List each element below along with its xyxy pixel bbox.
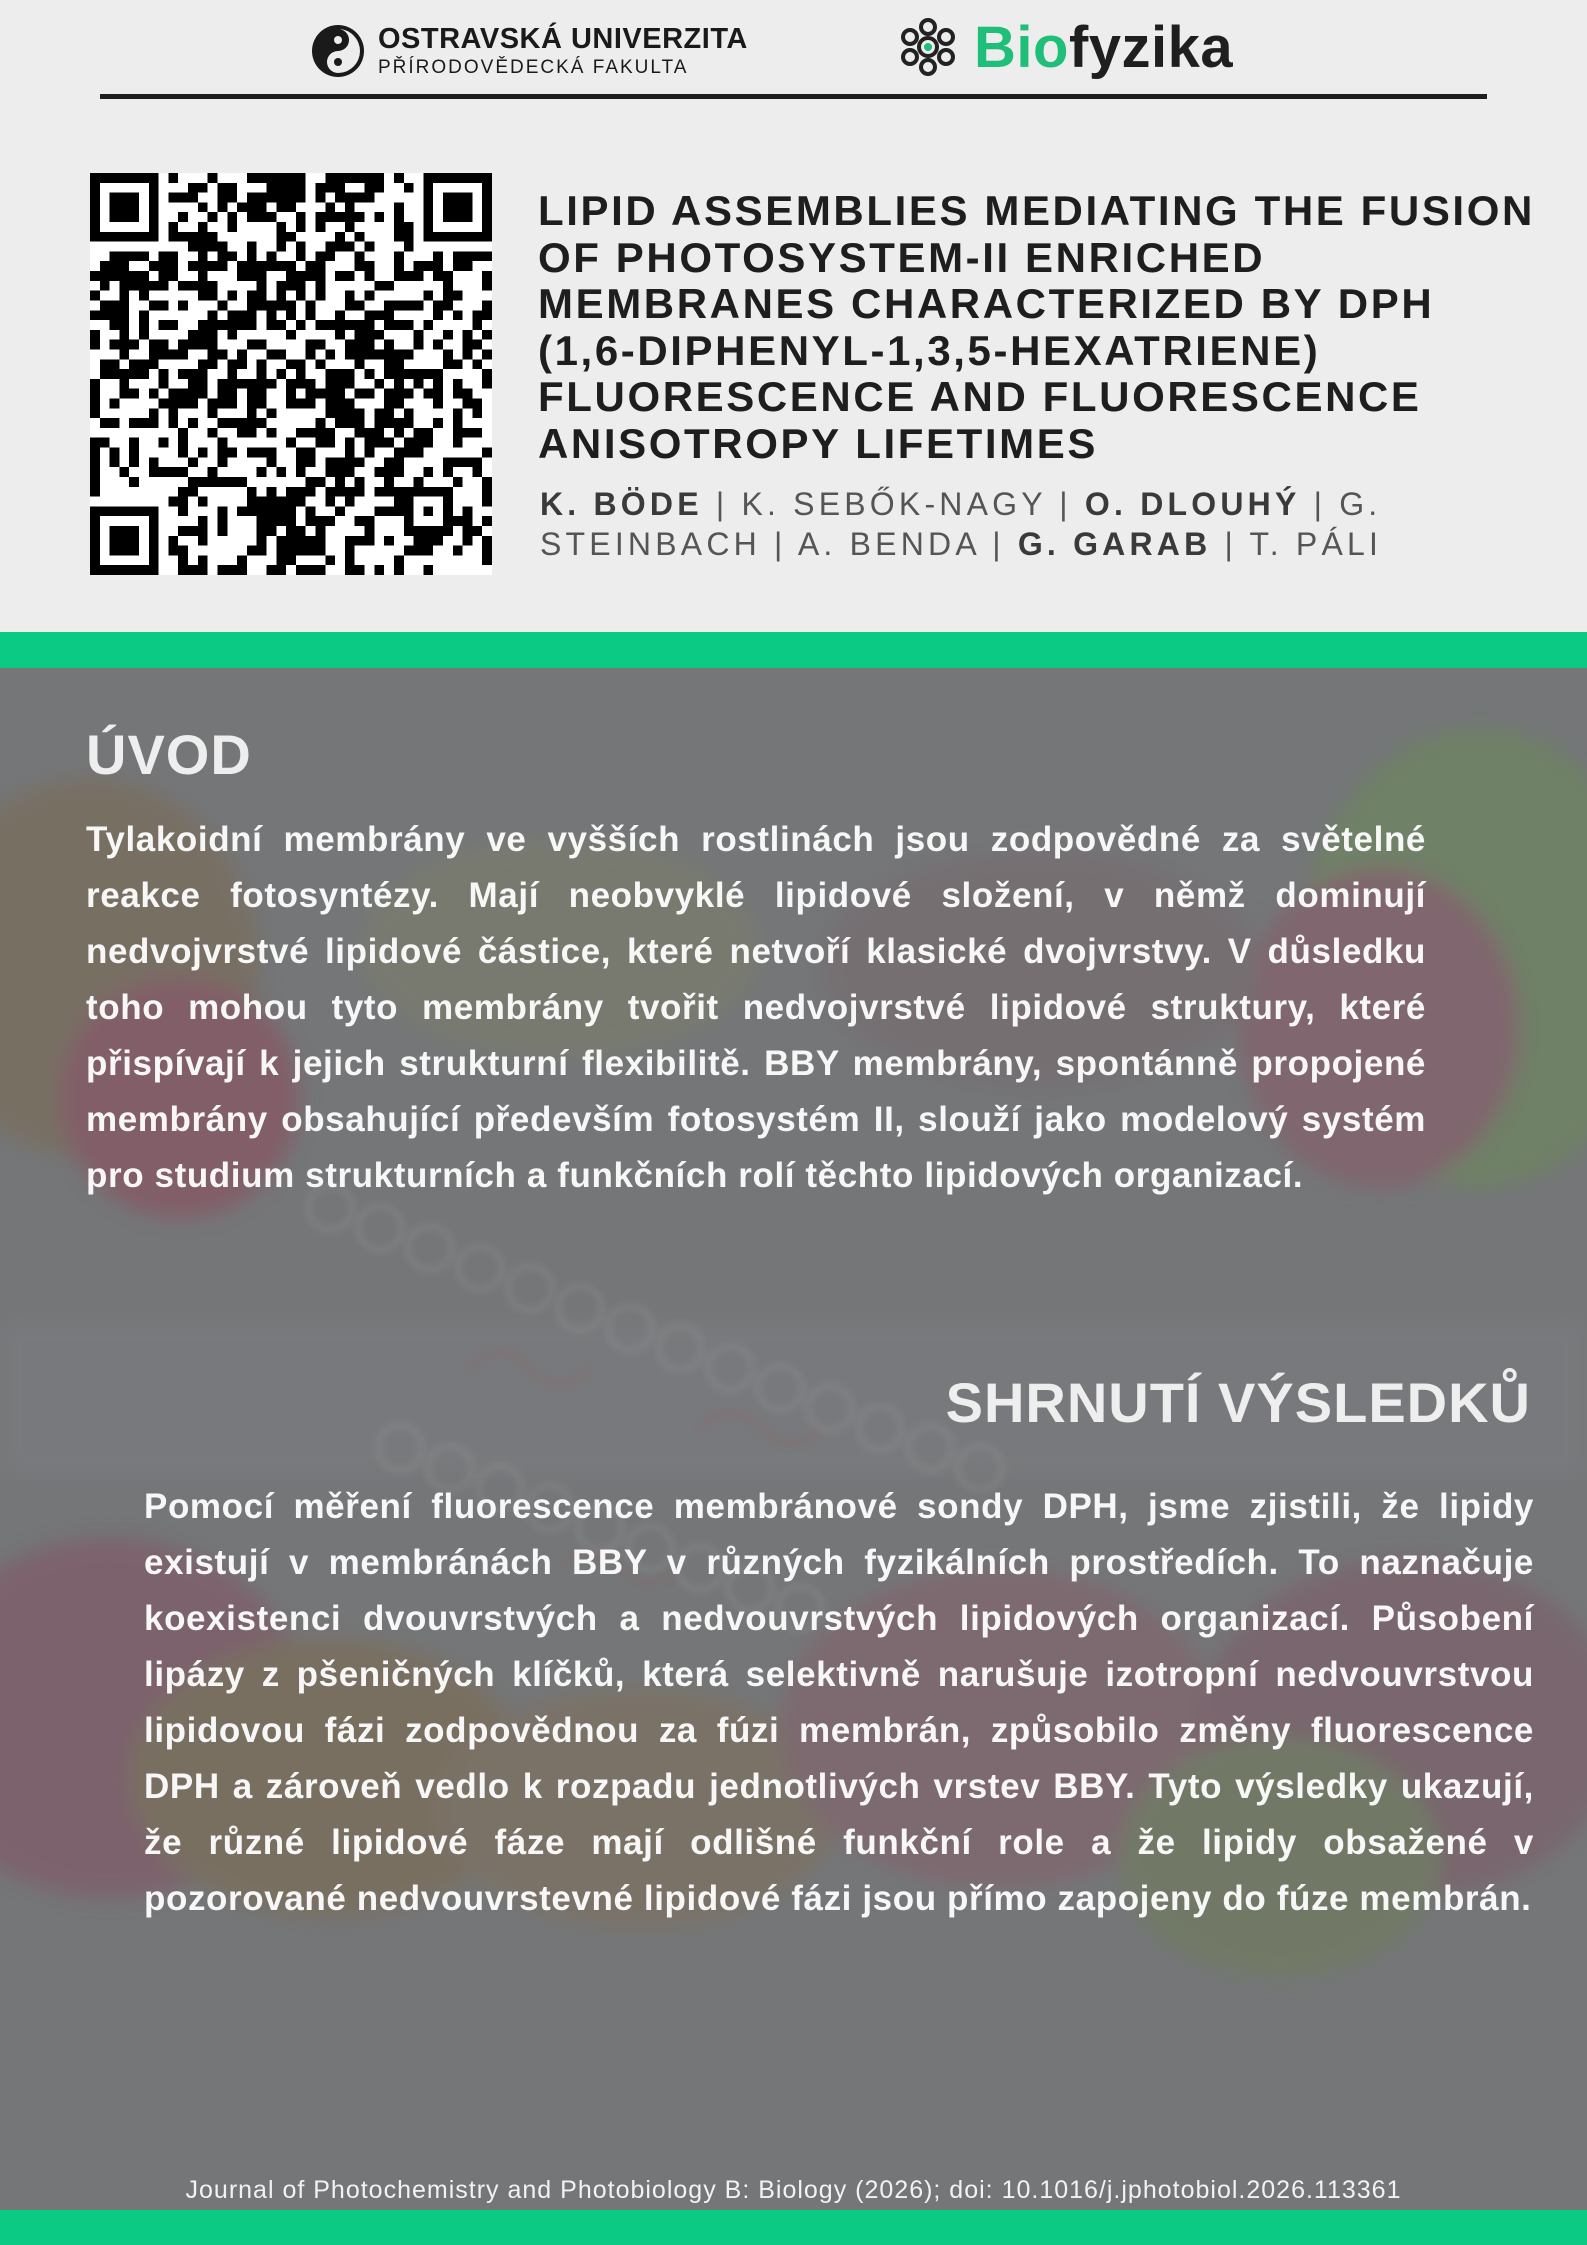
intro-heading: ÚVOD bbox=[86, 723, 252, 786]
header-area bbox=[0, 0, 1587, 630]
journal-citation[interactable]: Journal of Photochemistry and Photobiology B: Biology (2026); doi: 10.1016/j.jphotobiol.2026.113361 bbox=[185, 2176, 1402, 2204]
results-paragraph: Pomocí měření fluorescence membránové sondy DPH, jsme zjistili, že lipidy existují v membránách BBY v různých fyzikálních prostředích. To naznačuje koexistenci dvouvrstvých a nedvouvrstvých lipidových organizací. Působení lipázy z pšeničných klíčků, která selektivně narušuje izotropní nedvouvrstvou lipidovou fázi zodpovědnou za fúzi membrán, způsobilo změny fluorescence DPH a zároveň vedlo k rozpadu jednotlivých vrstev BBY. Tyto výsledky ukazují, že různé lipidové fáze mají odlišné funkční role a že lipidy obsažené v pozorované nedvouvrstevné lipidové fázi jsou přímo zapojeny do fúze membrán. bbox=[144, 1487, 1534, 1918]
top-accent-bar bbox=[0, 632, 1587, 668]
author-name: G. GARAB bbox=[1017, 526, 1212, 562]
molecule-logo-icon bbox=[898, 17, 958, 77]
results-heading: SHRNUTÍ VÝSLEDKŮ bbox=[945, 1371, 1531, 1434]
author-list bbox=[540, 484, 1540, 564]
author-separator: | bbox=[979, 526, 1018, 562]
author-separator: | bbox=[702, 486, 742, 522]
paper-title: LIPID ASSEMBLIES MEDIATING THE FUSION OF PHOTOSYSTEM-II ENRICHED MEMBRANES CHARACTERIZED BY DPH (1,6-DIPHENYL-1,3,5-HEXATRIENE) FLUORESCENCE AND FLUORESCENCE ANISOTROPY LIFETIMES bbox=[538, 187, 1535, 467]
logo-bar bbox=[0, 0, 1587, 95]
university-logo[interactable] bbox=[310, 22, 748, 80]
author-separator: | bbox=[760, 526, 798, 562]
author-name: G. STEINBACH bbox=[540, 486, 1382, 562]
faculty-name: PŘÍRODOVĚDECKÁ FAKULTA bbox=[378, 57, 689, 78]
author-name: A. BENDA bbox=[797, 526, 980, 562]
author-separator: | bbox=[1211, 526, 1250, 562]
university-swirl-logo-icon bbox=[310, 23, 366, 79]
author-name: K. SEBŐK-NAGY bbox=[741, 486, 1047, 522]
university-name: OSTRAVSKÁ UNIVERZITA bbox=[378, 23, 748, 55]
author-name: T. PÁLI bbox=[1249, 526, 1383, 562]
brand-prefix: Bio bbox=[974, 14, 1069, 80]
brand-suffix: fyzika bbox=[1068, 14, 1234, 80]
biofyzika-logo[interactable] bbox=[898, 12, 1233, 82]
bottom-accent-bar bbox=[0, 2210, 1587, 2245]
intro-paragraph: Tylakoidní membrány ve vyšších rostlinách jsou zodpovědné za světelné reakce fotosyntézy. Mají neobvyklé lipidové složení, v němž dominují nedvojvrstvé lipidové částice, které netvoří klasické dvojvrstvy. V důsledku toho mohou tyto membrány tvořit nedvojvrstvé lipidové struktury, které přispívají k jejich strukturní flexibilitě. BBY membrány, spontánně propojené membrány obsahující především fotosystém II, slouží jako modelový systém pro studium strukturních a funkčních rolí těchto lipidových organizací. bbox=[86, 820, 1426, 1195]
qr-code[interactable] bbox=[90, 173, 492, 575]
author-separator: | bbox=[1046, 486, 1085, 522]
author-name: O. DLOUHÝ bbox=[1084, 486, 1301, 522]
author-name: K. BÖDE bbox=[540, 486, 703, 522]
header-divider bbox=[100, 94, 1487, 99]
author-separator: | bbox=[1300, 486, 1340, 522]
